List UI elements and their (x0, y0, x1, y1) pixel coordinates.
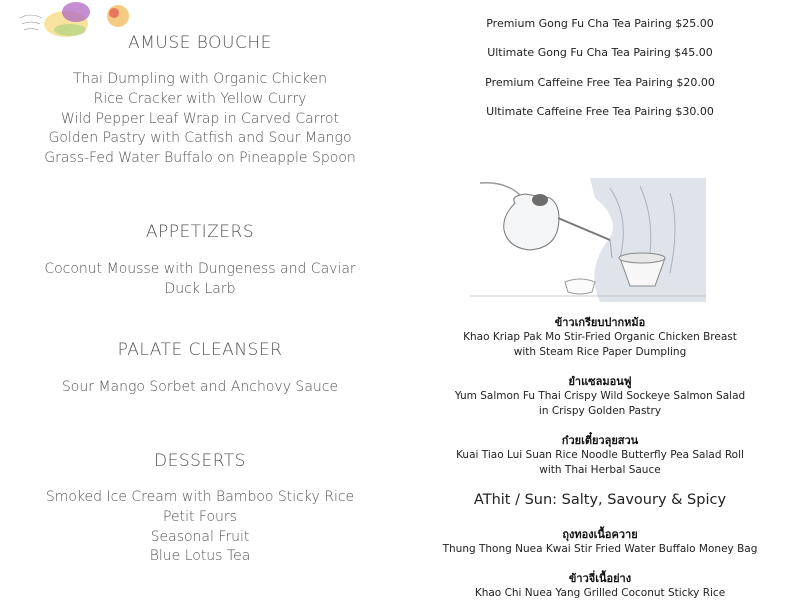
list-item: Coconut Mousse with Dungeness and Caviar (44, 261, 356, 277)
tea-pairing-item: Premium Gong Fu Cha Tea Pairing $25.00 (486, 17, 714, 30)
dish-thai-name: ถุงทองเนื้อควาย (562, 528, 638, 541)
dish-description: Khao Kriap Pak Mo Stir-Fried Organic Chicken Breast (463, 331, 737, 343)
dish-khao-kriap (400, 315, 800, 360)
dish-thai-name: ก๋วยเตี๋ยวลุยสวน (561, 434, 639, 447)
dish-description: Yum Salmon Fu Thai Crispy Wild Sockeye Salmon Salad (454, 390, 746, 402)
tea-pairing-list (400, 17, 800, 134)
dish-description: in Crispy Golden Pastry (538, 405, 662, 417)
dish-thung-thong (400, 527, 800, 557)
dish-thai-name: ข้าวเกรียบปากหม้อ (554, 316, 646, 329)
list-item: Thai Dumpling with Organic Chicken (73, 71, 327, 87)
list-item: Sour Mango Sorbet and Anchovy Sauce (61, 379, 339, 395)
amuse-bouche-title: AMUSE BOUCHE (128, 33, 272, 53)
tea-pouring-illustration (470, 178, 706, 302)
menu-left-column (0, 0, 400, 600)
dish-thai-name: ข้าวจี่เนื้อย่าง (568, 572, 632, 585)
dish-thai-name: ยำแซลมอนฟู (568, 375, 632, 388)
appetizers-list (0, 260, 400, 300)
palate-cleanser-list (0, 378, 400, 398)
dish-description: Thung Thong Nuea Kwai Stir Fried Water Buffalo Money Bag (442, 543, 758, 555)
dish-khao-chi (400, 571, 800, 601)
menu-right-column (400, 0, 800, 600)
list-item: Wild Pepper Leaf Wrap in Carved Carrot (61, 110, 339, 127)
list-item: Petit Fours (163, 508, 237, 525)
palate-cleanser-title: PALATE CLEANSER (117, 340, 283, 360)
appetizers-title: APPETIZERS (145, 222, 255, 242)
list-item: Duck Larb (164, 280, 236, 297)
tea-pairing-item: Ultimate Gong Fu Cha Tea Pairing $45.00 (487, 46, 713, 60)
list-item: Seasonal Fruit (150, 528, 250, 545)
sunday-course-title: AThit / Sun: Salty, Savoury & Spicy (473, 492, 727, 508)
list-item: Smoked Ice Cream with Bamboo Sticky Rice (45, 489, 355, 505)
desserts-list (0, 488, 400, 567)
desserts-title: DESSERTS (154, 451, 246, 471)
dish-kuai-tiao (400, 433, 800, 478)
tea-pairing-item: Premium Caffeine Free Tea Pairing $20.00 (485, 75, 715, 89)
dish-yum-salmon (400, 374, 800, 419)
tea-pairing-item: Ultimate Caffeine Free Tea Pairing $30.00 (486, 104, 714, 118)
dish-description: with Thai Herbal Sauce (539, 464, 661, 476)
amuse-bouche-list (0, 70, 400, 169)
list-item: Golden Pastry with Catfish and Sour Mango (48, 130, 352, 147)
dish-description: with Steam Rice Paper Dumpling (513, 346, 687, 358)
dish-description: Kuai Tiao Lui Suan Rice Noodle Butterfly Pea Salad Roll (456, 449, 744, 461)
list-item: Grass-Fed Water Buffalo on Pineapple Spoon (44, 150, 356, 167)
dish-description: Khao Chi Nuea Yang Grilled Coconut Sticky Rice (474, 587, 726, 599)
list-item: Rice Cracker with Yellow Curry (93, 90, 307, 107)
list-item: Blue Lotus Tea (149, 548, 251, 565)
